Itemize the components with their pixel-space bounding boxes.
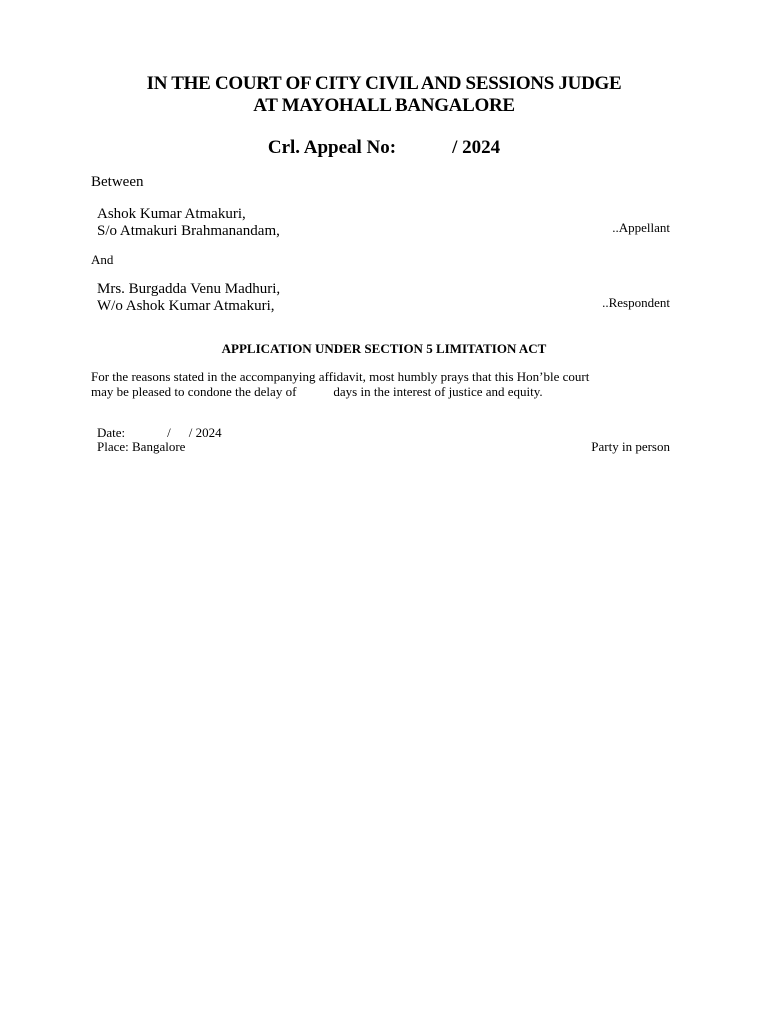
appeal-year: / 2024 xyxy=(452,137,501,158)
date-label: Date: xyxy=(97,425,126,440)
application-heading: APPLICATION UNDER SECTION 5 LIMITATION ACT xyxy=(221,341,547,356)
respondent-role: ..Respondent xyxy=(602,295,670,310)
signature-line: Party in person xyxy=(591,439,670,454)
prayer-line-1: For the reasons stated in the accompanying affidavit, most humbly prays that this Hon’ble court xyxy=(91,369,590,384)
court-title-line1: IN THE COURT OF CITY CIVIL AND SESSIONS JUDGE xyxy=(146,73,622,94)
court-title-line2: AT MAYOHALL BANGALORE xyxy=(253,95,515,116)
between-label: Between xyxy=(91,174,144,190)
and-label: And xyxy=(91,252,114,267)
prayer-line-2 xyxy=(91,384,681,399)
respondent-relation: W/o Ashok Kumar Atmakuri, xyxy=(97,298,275,314)
appellant-relation: S/o Atmakuri Brahmanandam, xyxy=(97,223,280,239)
prayer-paragraph xyxy=(91,369,681,399)
prayer-line-2-start: may be pleased to condone the delay of xyxy=(91,384,297,399)
appellant-role: ..Appellant xyxy=(612,220,670,235)
place-line: Place: Bangalore xyxy=(97,439,186,454)
prayer-line-2-end: days in the interest of justice and equity. xyxy=(333,384,543,399)
appeal-label: Crl. Appeal No: xyxy=(267,137,397,158)
date-separator: / xyxy=(167,425,171,440)
respondent-name: Mrs. Burgadda Venu Madhuri, xyxy=(97,281,281,297)
appellant-name: Ashok Kumar Atmakuri, xyxy=(97,206,246,222)
date-year: / 2024 xyxy=(188,425,222,440)
appeal-number xyxy=(0,137,768,159)
